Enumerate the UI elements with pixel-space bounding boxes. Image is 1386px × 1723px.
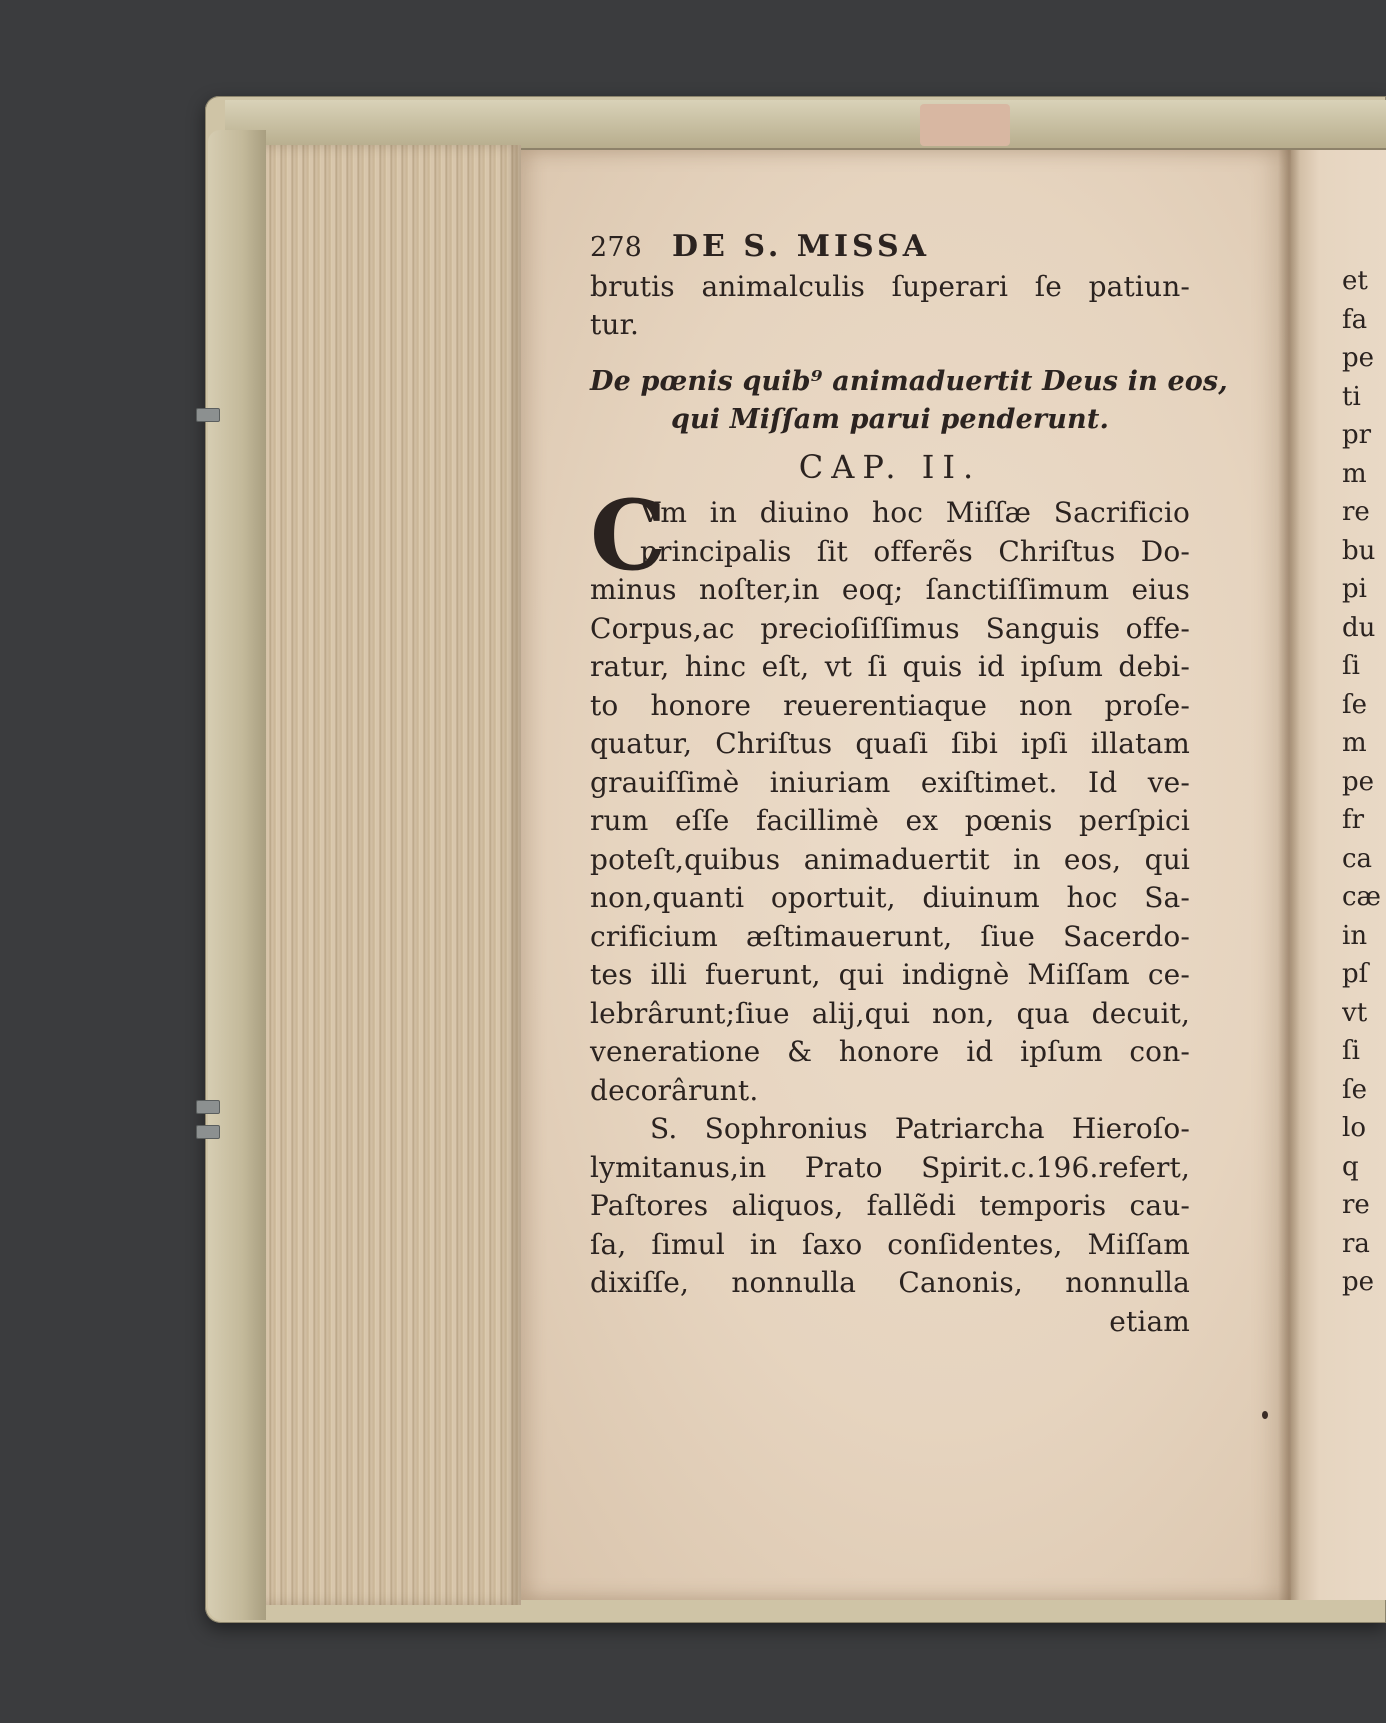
text-fragment: pe bbox=[1342, 343, 1375, 373]
running-head bbox=[590, 228, 1190, 268]
text-fragment: ſi bbox=[1342, 651, 1360, 681]
text-fragment: pi bbox=[1342, 574, 1367, 604]
text-fragment: ti bbox=[1342, 381, 1361, 412]
page-text bbox=[590, 228, 1228, 1341]
cover-board-edge bbox=[208, 130, 266, 1620]
text-fragment: du bbox=[1342, 612, 1376, 643]
paragraph bbox=[590, 1110, 1190, 1303]
text-fragment: bu bbox=[1342, 535, 1376, 566]
text-line: Paſtores aliquos, fallẽdi temporis cau- bbox=[590, 1189, 1190, 1222]
text-fragment: lo bbox=[1342, 1113, 1366, 1143]
text-fragment: re bbox=[1342, 497, 1370, 527]
text-fragment: ſi bbox=[1342, 1036, 1360, 1066]
book-gutter bbox=[1278, 150, 1300, 1600]
clasp-icon bbox=[196, 1100, 220, 1114]
text-line: tes illi fuerunt, qui indignè Miſſam ce- bbox=[590, 958, 1190, 991]
text-line: crificium æſtimauerunt, ſiue Sacerdo- bbox=[590, 919, 1190, 953]
text-line: minus noſter,in eoq; ſanctiſſimum eius bbox=[590, 573, 1190, 606]
text-line: lebrârunt;ſiue alij,qui non, qua decuit, bbox=[590, 996, 1190, 1030]
text-line: rum eſſe facillimè ex pœnis perſpici bbox=[590, 804, 1190, 837]
text-fragment: et bbox=[1342, 266, 1368, 296]
text-line: Corpus,ac precioſiſſimus Sanguis offe- bbox=[590, 611, 1190, 645]
next-page-text-fragments bbox=[1342, 262, 1386, 1302]
text-line: veneratione & honore id ipſum con- bbox=[590, 1035, 1190, 1068]
text-fragment: fa bbox=[1342, 304, 1368, 335]
page-number: 278 bbox=[590, 232, 642, 263]
text-line: dixiſſe, nonnulla Canonis, nonnulla bbox=[590, 1266, 1190, 1299]
clasp-icon bbox=[196, 408, 220, 422]
chapter-subtitle-line: qui Miſſam parui penderunt. bbox=[670, 404, 1110, 435]
text-line: S. Sophronius Patriarcha Hieroſo- bbox=[650, 1112, 1190, 1145]
text-line: poteſt,quibus animaduertit in eos, qui bbox=[590, 842, 1190, 876]
text-line: non,quanti oportuit, diuinum hoc Sa- bbox=[590, 881, 1190, 914]
text-fragment: pe bbox=[1342, 1267, 1375, 1297]
text-fragment: ſe bbox=[1342, 1074, 1368, 1105]
ink-speck bbox=[1262, 1411, 1268, 1419]
clasp-icon bbox=[196, 1125, 220, 1139]
text-fragment: fr bbox=[1342, 805, 1365, 835]
text-fragment: q bbox=[1342, 1151, 1359, 1182]
text-line: brutis animalculis ſuperari ſe patiun- bbox=[590, 269, 1190, 303]
text-fragment: ca bbox=[1342, 843, 1373, 874]
chapter-heading: CAP. II. bbox=[798, 447, 982, 486]
paragraph bbox=[590, 479, 1190, 1110]
text-line: ratur, hinc eſt, vt ſi quis id ipſum debi- bbox=[590, 650, 1190, 683]
drop-cap: C bbox=[590, 479, 667, 592]
text-line: Vm in diuino hoc Miſſæ Sacrificio bbox=[640, 496, 1190, 529]
text-fragment: cæ bbox=[1342, 882, 1381, 912]
text-line: grauiſſimè iniuriam exiſtimet. Id ve- bbox=[590, 765, 1190, 799]
chapter-subtitle-line: De pœnis quib⁹ animaduertit Deus in eos, bbox=[590, 365, 1228, 397]
text-line: quatur, Chriſtus quaſi ſibi ipſi illatam bbox=[590, 727, 1190, 760]
book-headband bbox=[225, 100, 1386, 150]
text-line: tur. bbox=[590, 308, 640, 341]
text-fragment: pſ bbox=[1342, 959, 1369, 989]
text-fragment: m bbox=[1342, 728, 1367, 758]
text-fragment: ſe bbox=[1342, 689, 1368, 720]
text-line: to honore reuerentiaque non proſe- bbox=[590, 688, 1190, 722]
text-fragment: m bbox=[1342, 458, 1367, 489]
text-fragment: ra bbox=[1342, 1228, 1370, 1259]
catchword: etiam bbox=[1109, 1304, 1190, 1338]
text-fragment: re bbox=[1342, 1190, 1370, 1220]
text-line: principalis ſit offerẽs Chriſtus Do- bbox=[640, 534, 1190, 568]
text-line: ſa, ſimul in ſaxo conſidentes, Miſſam bbox=[590, 1227, 1190, 1261]
page-fore-edge bbox=[266, 145, 521, 1605]
text-line: decorârunt. bbox=[590, 1073, 759, 1107]
text-fragment: pr bbox=[1342, 420, 1372, 450]
text-fragment: in bbox=[1342, 920, 1368, 951]
running-title: DE S. MISSA bbox=[672, 229, 930, 264]
headband-ribbon bbox=[920, 104, 1010, 146]
text-fragment: pe bbox=[1342, 766, 1375, 797]
text-line: lymitanus,in Prato Spirit.c.196.refert, bbox=[590, 1150, 1190, 1184]
text-fragment: vt bbox=[1342, 997, 1368, 1028]
